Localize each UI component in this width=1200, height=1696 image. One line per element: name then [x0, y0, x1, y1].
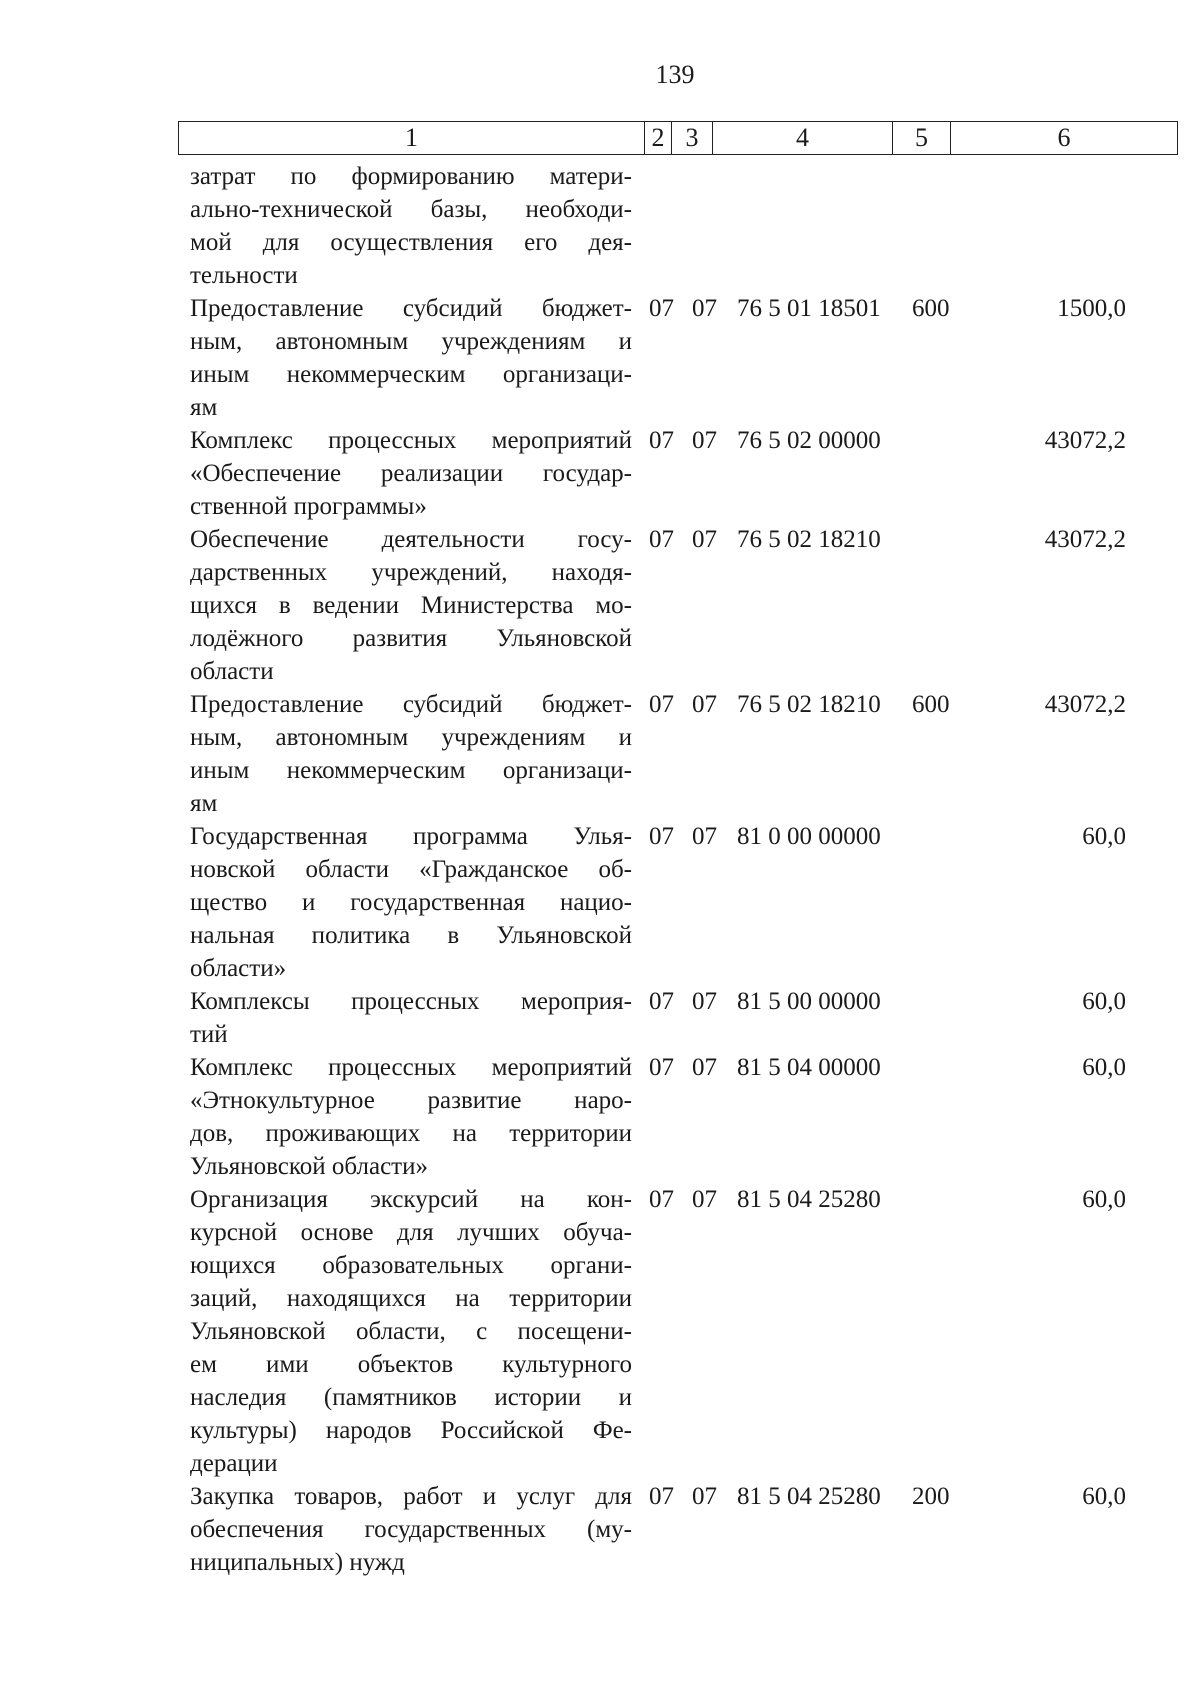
header-col-5: 5 [893, 122, 951, 154]
header-col-6: 6 [1057, 123, 1071, 152]
description-line: Государственная программа Улья- [190, 823, 632, 850]
row-c6-value: 60,0 [1082, 1483, 1126, 1510]
description-line: новской области «Гражданское об- [190, 856, 632, 883]
description-line: Ульяновской области, с посещени- [190, 1318, 632, 1345]
table-row [0, 1183, 1200, 1480]
table-row [0, 424, 1200, 523]
table-row [0, 160, 1200, 292]
description-line: заций, находящихся на территории [190, 1285, 632, 1312]
description-line: ным, автономным учреждениям и [190, 724, 632, 751]
row-c6-value: 60,0 [1082, 1186, 1126, 1213]
row-c5-value: 600 [912, 691, 950, 718]
description-line: Организация экскурсий на кон- [190, 1186, 632, 1213]
description-line: курсной основе для лучших обуча- [190, 1219, 632, 1246]
row-description [190, 985, 632, 1051]
description-line: щихся в ведении Министерства мо- [190, 592, 632, 619]
description-line: «Обеспечение реализации государ- [190, 460, 632, 487]
row-c4-value: 81 5 04 25280 [737, 1186, 881, 1213]
row-c3-value: 07 [692, 295, 717, 322]
description-line: обеспечения государственных (му- [190, 1516, 632, 1543]
row-description [190, 688, 632, 820]
row-c2-value: 07 [649, 691, 674, 718]
row-c4-value: 81 5 04 00000 [737, 1054, 881, 1081]
description-line: иным некоммерческим организаци- [190, 757, 632, 784]
row-c2-value: 07 [649, 1186, 674, 1213]
row-c6-value: 60,0 [1082, 1054, 1126, 1081]
row-description [190, 1051, 632, 1183]
row-c5-value: 200 [912, 1483, 950, 1510]
row-c4-value: 76 5 02 18210 [737, 691, 881, 718]
description-line: Комплекс процессных мероприятий [190, 427, 632, 454]
description-line: мой для осуществления его дея- [190, 229, 632, 256]
description-line: Обеспечение деятельности госу- [190, 526, 632, 553]
description-line: иным некоммерческим организаци- [190, 361, 632, 388]
table-row [0, 1051, 1200, 1183]
row-c6-value: 60,0 [1082, 988, 1126, 1015]
row-c5-value: 600 [912, 295, 950, 322]
description-line: Предоставление субсидий бюджет- [190, 295, 632, 322]
row-c4-value: 76 5 01 18501 [737, 295, 881, 322]
row-description [190, 1183, 632, 1480]
row-c4-value: 76 5 02 18210 [737, 526, 881, 553]
row-c2-value: 07 [649, 823, 674, 850]
description-line: наследия (памятников истории и [190, 1384, 632, 1411]
description-line: ям [190, 394, 218, 421]
description-line: Комплекс процессных мероприятий [190, 1054, 632, 1081]
description-line: дарственных учреждений, находя- [190, 559, 632, 586]
description-line: «Этнокультурное развитие наро- [190, 1087, 632, 1114]
row-description [190, 424, 632, 523]
table-row [0, 985, 1200, 1051]
row-description [190, 160, 632, 292]
row-c3-value: 07 [692, 526, 717, 553]
description-line: ственной программы» [190, 493, 427, 520]
description-line: области [190, 658, 274, 685]
description-line: тий [190, 1021, 228, 1048]
row-description [190, 292, 632, 424]
header-col-1: 1 [179, 122, 645, 154]
description-line: культуры) народов Российской Фе- [190, 1417, 632, 1444]
row-c6-value: 1500,0 [1057, 295, 1126, 322]
row-c2-value: 07 [649, 988, 674, 1015]
header-col-3: 3 [672, 122, 713, 154]
table-row [0, 523, 1200, 688]
row-c4-value: 76 5 02 00000 [737, 427, 881, 454]
row-description [190, 820, 632, 985]
row-c3-value: 07 [692, 1054, 717, 1081]
description-line: ниципальных) нужд [190, 1549, 405, 1576]
description-line: Закупка товаров, работ и услуг для [190, 1483, 632, 1510]
table-header [178, 121, 1178, 155]
description-line: дерации [190, 1450, 278, 1477]
description-line: нальная политика в Ульяновской [190, 922, 632, 949]
table-row [0, 820, 1200, 985]
table-row [0, 688, 1200, 820]
row-c4-value: 81 5 00 00000 [737, 988, 881, 1015]
description-line: лодёжного развития Ульяновской [190, 625, 632, 652]
description-line: дов, проживающих на территории [190, 1120, 632, 1147]
table-row [0, 292, 1200, 424]
row-c3-value: 07 [692, 988, 717, 1015]
header-col-4: 4 [713, 122, 893, 154]
row-c2-value: 07 [649, 1483, 674, 1510]
description-line: области» [190, 955, 287, 982]
row-c2-value: 07 [649, 295, 674, 322]
description-line: ным, автономным учреждениям и [190, 328, 632, 355]
row-c3-value: 07 [692, 823, 717, 850]
row-description [190, 1480, 632, 1579]
table-body [0, 160, 1200, 1579]
description-line: ально-технической базы, необходи- [190, 196, 632, 223]
description-line: затрат по формированию матери- [190, 163, 632, 190]
row-c2-value: 07 [649, 427, 674, 454]
description-line: ям [190, 790, 218, 817]
description-line: Ульяновской области» [190, 1153, 428, 1180]
row-c3-value: 07 [692, 691, 717, 718]
header-col-2: 2 [645, 122, 672, 154]
row-c2-value: 07 [649, 526, 674, 553]
row-c3-value: 07 [692, 1186, 717, 1213]
row-c6-value: 43072,2 [1044, 526, 1126, 553]
row-c6-value: 43072,2 [1044, 427, 1126, 454]
table-row [0, 1480, 1200, 1579]
row-c2-value: 07 [649, 1054, 674, 1081]
description-line: Комплексы процессных мероприя- [190, 988, 632, 1015]
description-line: ющихся образовательных органи- [190, 1252, 632, 1279]
page-number: 139 [655, 60, 695, 89]
row-c6-value: 60,0 [1082, 823, 1126, 850]
description-line: ем ими объектов культурного [190, 1351, 632, 1378]
row-c3-value: 07 [692, 1483, 717, 1510]
row-c4-value: 81 5 04 25280 [737, 1483, 881, 1510]
row-c6-value: 43072,2 [1044, 691, 1126, 718]
description-line: тельности [190, 262, 298, 289]
description-line: щество и государственная нацио- [190, 889, 632, 916]
row-description [190, 523, 632, 688]
row-c3-value: 07 [692, 427, 717, 454]
description-line: Предоставление субсидий бюджет- [190, 691, 632, 718]
row-c4-value: 81 0 00 00000 [737, 823, 881, 850]
